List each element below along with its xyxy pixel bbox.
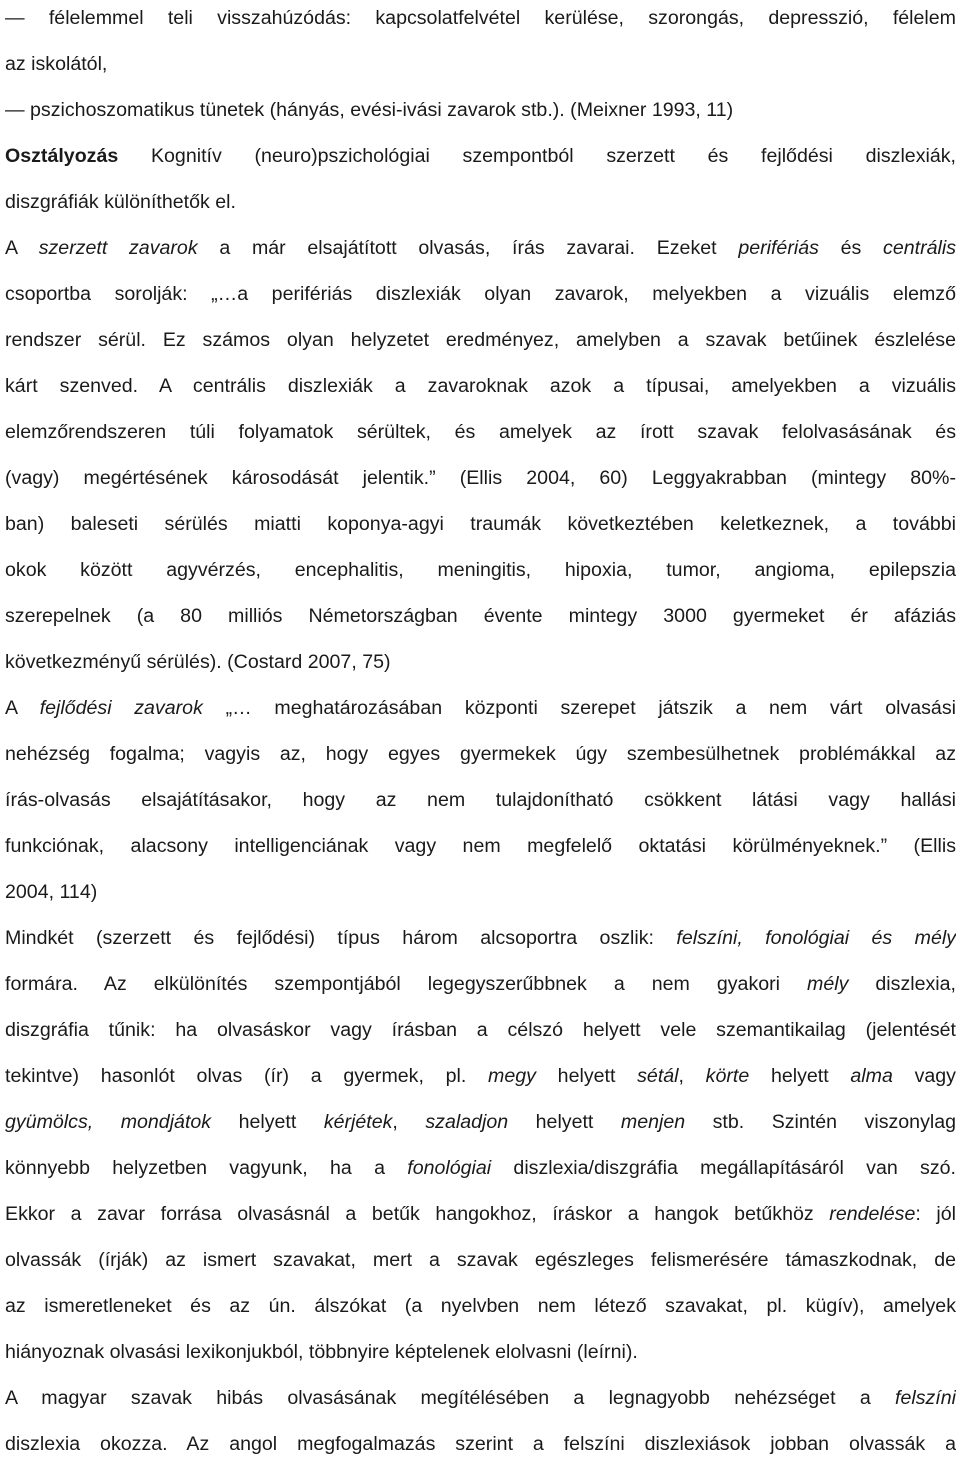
text-line [5, 834, 956, 880]
italic-term: felszíni [895, 1387, 956, 1409]
text-span [849, 927, 871, 949]
text-span: Kognitív (neuro)pszichológiai szempontból szerzett és fejlődési diszlexiák, [118, 145, 956, 167]
italic-term: rendelése [829, 1203, 916, 1225]
text-span: (vagy) megértésének károsodását jelentik.” (Ellis 2004, 60) Leggyakrabban (mintegy 80%- [5, 467, 956, 489]
text-line [5, 1156, 956, 1202]
italic-term: körte [705, 1065, 750, 1087]
text-span: hiányoznak olvasási lexikonjukból, többnyire képtelenek elolvasni (leírni). [5, 1341, 638, 1363]
text-span: az iskolától, [5, 53, 108, 75]
text-line [5, 972, 956, 1018]
text-span: olvassák (írják) az ismert szavakat, mert a szavak egészleges felismerésére támaszkodnak, de [5, 1249, 956, 1271]
text-span: okok között agyvérzés, encephalitis, meningitis, hipoxia, tumor, angioma, epilepszia [5, 559, 956, 581]
text-line [5, 880, 956, 926]
text-span: vagy [892, 1065, 956, 1087]
text-line [5, 1064, 956, 1110]
text-span [892, 927, 914, 949]
italic-term: és [871, 927, 893, 949]
text-line [5, 1340, 956, 1386]
italic-term: megy [488, 1065, 536, 1087]
text-span: formára. Az elkülönítés szempontjából legegyszerűbbnek a nem gyakori [5, 973, 808, 995]
text-span: könnyebb helyzetben vagyunk, ha a [5, 1157, 408, 1179]
italic-term: mély [914, 927, 956, 949]
italic-term: mély [807, 973, 849, 995]
italic-term: szerzett zavarok [38, 237, 198, 259]
text-span: : jól [915, 1203, 956, 1225]
text-line [5, 558, 956, 604]
text-span: Ekkor a zavar forrása olvasásnál a betűk hangokhoz, íráskor a hangok betűkhöz [5, 1203, 830, 1225]
text-line [5, 328, 956, 374]
text-span: „… meghatározásában központi szerepet játszik a nem várt olvasási [202, 697, 956, 719]
text-span: 2004, 114) [5, 881, 98, 903]
text-line [5, 374, 956, 420]
text-line [5, 604, 956, 650]
italic-term: menjen [620, 1111, 686, 1133]
text-span: a már elsajátított olvasás, írás zavarai. Ezeket [197, 237, 739, 259]
text-line [5, 1386, 956, 1432]
italic-term: gyümölcs, mondjátok [5, 1111, 212, 1133]
text-line [5, 144, 956, 190]
text-span: Mindkét (szerzett és fejlődési) típus három alcsoportra oszlik: [5, 927, 677, 949]
text-span: — félelemmel teli visszahúzódás: kapcsolatfelvétel kerülése, szorongás, depresszió, félelem [5, 7, 956, 29]
text-span: rendszer sérül. Ez számos olyan helyzetet eredményez, amelyben a szavak betűinek észlelése [5, 329, 956, 351]
text-span: diszgráfia tűnik: ha olvasáskor vagy írásban a célszó helyett vele szemantikailag (jelentését [5, 1019, 956, 1041]
italic-term: fonológiai [407, 1157, 492, 1179]
italic-term: felszíni, fonológiai [676, 927, 850, 949]
text-line [5, 742, 956, 788]
text-line [5, 0, 956, 52]
text-line [5, 1110, 956, 1156]
text-span: helyett [508, 1111, 621, 1133]
text-span: elemzőrendszeren túli folyamatok sérültek, és amelyek az írott szavak felolvasásának és [5, 421, 956, 443]
text-line [5, 512, 956, 558]
text-span: A [5, 697, 40, 719]
text-span: , [678, 1065, 706, 1087]
text-line [5, 926, 956, 972]
text-line [5, 650, 956, 696]
text-line [5, 236, 956, 282]
text-span: írás-olvasás elsajátításakor, hogy az nem tulajdonítható csökkent látási vagy hallási [5, 789, 956, 811]
text-span: az ismeretleneket és az ún. álszókat (a nyelvben nem létező szavakat, pl. kügív), amelyek [5, 1295, 956, 1317]
text-span: szerepelnek (a 80 milliós Németországban évente mintegy 3000 gyermeket ér afáziás [5, 605, 956, 627]
text-span: funkciónak, alacsony intelligenciának vagy nem megfelelő oktatási körülményeknek.” (Ellis [5, 835, 956, 857]
text-line [5, 1018, 956, 1064]
italic-term: kérjétek [323, 1111, 393, 1133]
text-span: A magyar szavak hibás olvasásának megítélésében a legnagyobb nehézséget a [5, 1387, 896, 1409]
text-span: diszgráfiák különíthetők el. [5, 191, 236, 213]
text-line [5, 466, 956, 512]
text-line [5, 420, 956, 466]
italic-term: alma [850, 1065, 893, 1087]
text-span: stb. Szintén viszonylag [685, 1111, 956, 1133]
text-span: kárt szenved. A centrális diszlexiák a zavaroknak azok a típusai, amelyekben a vizuális [5, 375, 956, 397]
italic-term: sétál [637, 1065, 679, 1087]
text-line [5, 282, 956, 328]
text-line [5, 190, 956, 236]
text-span: helyett [535, 1065, 638, 1087]
text-span: nehézség fogalma; vagyis az, hogy egyes gyermekek úgy szembesülhetnek problémákkal az [5, 743, 956, 765]
italic-term: fejlődési zavarok [39, 697, 203, 719]
text-span: helyett [211, 1111, 324, 1133]
text-span: A [5, 237, 39, 259]
text-span: ban) baleseti sérülés miatti koponya-agyi traumák következtében keletkeznek, a további [5, 513, 956, 535]
text-span: diszlexia okozza. Az angol megfogalmazás szerint a felszíni diszlexiások jobban olvassák a [5, 1433, 956, 1455]
text-span: — pszichoszomatikus tünetek (hányás, evési-ivási zavarok stb.). (Meixner 1993, 11) [5, 99, 734, 121]
text-line [5, 1248, 956, 1294]
text-span: és [818, 237, 884, 259]
italic-term: perifériás [738, 237, 819, 259]
text-line [5, 1432, 956, 1478]
text-span: helyett [749, 1065, 851, 1087]
text-line [5, 52, 956, 98]
text-line [5, 1202, 956, 1248]
text-line [5, 788, 956, 834]
italic-term: szaladjon [425, 1111, 509, 1133]
text-line [5, 1294, 956, 1340]
text-span: tekintve) hasonlót olvas (ír) a gyermek, pl. [5, 1065, 489, 1087]
text-span: csoportba sorolják: „…a perifériás diszlexiák olyan zavarok, melyekben a vizuális elemző [5, 283, 956, 305]
text-span: diszlexia, [848, 973, 956, 995]
text-span: következményű sérülés). (Costard 2007, 75) [5, 651, 391, 673]
document-page [5, 0, 956, 1478]
text-span: diszlexia/diszgráfia megállapításáról van szó. [491, 1157, 956, 1179]
text-span: , [392, 1111, 426, 1133]
italic-term: centrális [883, 237, 956, 259]
text-line [5, 98, 956, 144]
text-line [5, 696, 956, 742]
bold-term: Osztályozás [5, 145, 119, 167]
